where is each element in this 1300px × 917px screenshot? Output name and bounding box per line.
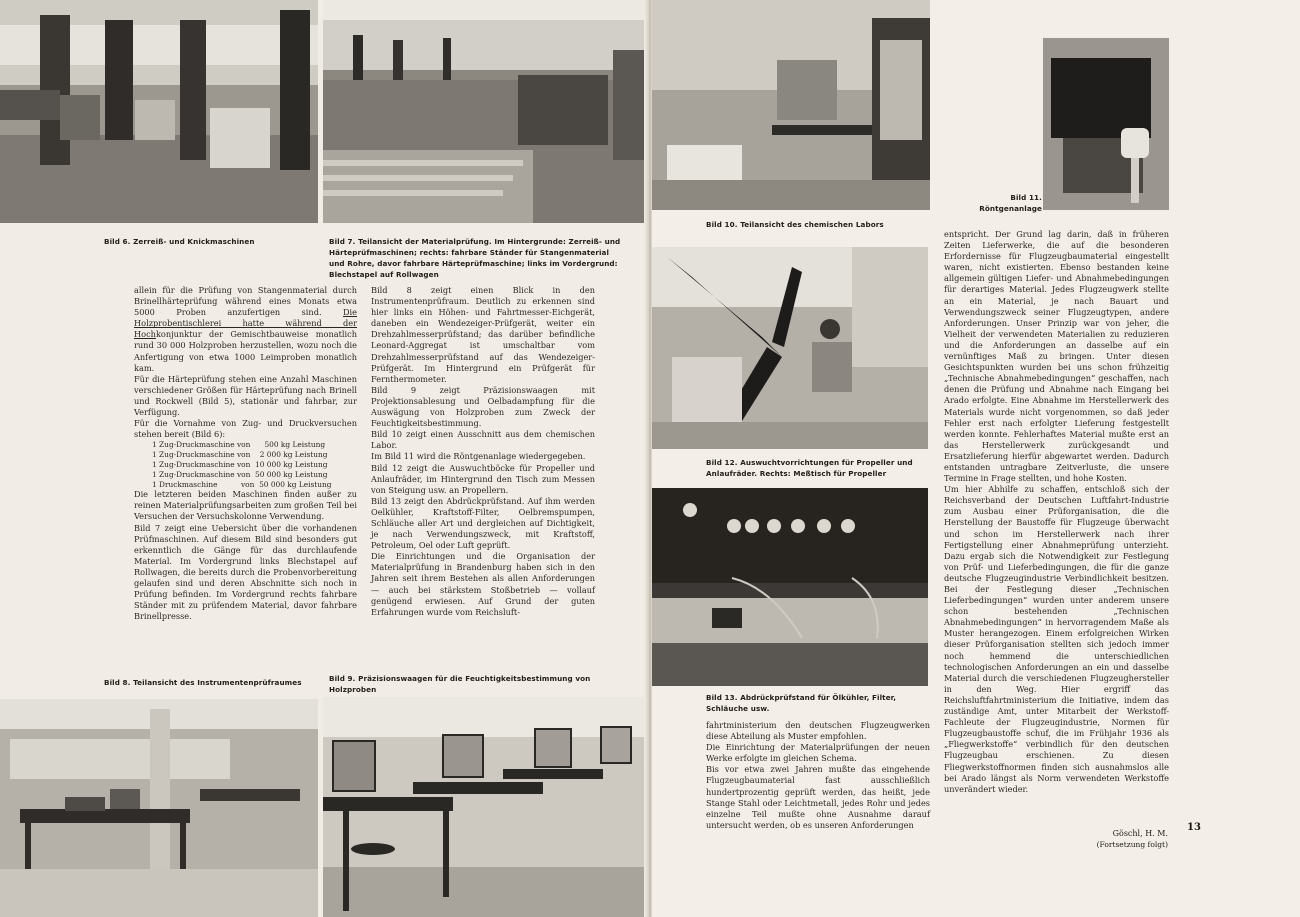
paragraph: Die Einrichtung der Materialprüfungen der neuen Werke erfolgte im gleichen Schema. [706,742,930,764]
text-run-underlined: Die Holzprobentischlerei hatte während der Hoch [134,307,357,340]
text-run: allein für die Prüfung von Stangenmaterial durch Brinellhärteprüfung während eines Monats etwa 5000 Proben anzufertigen sind. [134,285,357,318]
photo-bild13-pressure-test-stand [652,488,928,686]
paragraph: fahrtministerium den deutschen Flugzeugwerken diese Abteilung als Muster empfohlen. [706,720,930,742]
paragraph: Für die Vornahme von Zug- und Druckversuchen stehen bereit (Bild 6): [134,418,357,440]
list-item: 1 Zug-Druckmaschine von 500 kg Leistung [152,440,326,450]
paragraph: Bild 10 zeigt einen Ausschnitt aus dem chemischen Labor. [371,429,595,451]
paragraph: entspricht. Der Grund lag darin, daß in früheren Zeiten Lieferwerke, die auf die besonderen Erfordernisse für Flugzeugbaumaterial eingestellt waren, nicht existierten. Ebenso bestanden keine allgemein gültigen Liefer- und Abnahmebedingungen für derartiges Material. Jedes Flugzeugwerk stellte an ein Material, je nach Bauart und Verwendungszweck seiner Flugzeugtypen, andere Anforderungen. Unser Prinzip war von jeher, die Vielheit der verwendeten Materialien zu reduzieren und die Anforderungen an dasselbe auf ein vernünftiges Maß zu bringen. Unter diesen Gesichtspunkten wurden bei uns schon frühzeitig „Technische Abnahmebedingungen“ geschaffen, nach denen die Prüfung und Abnahme nach Eingang bei Arado erfolgte. Eine Abnahme im Herstellerwerk des Materials wurde nicht vorgenommen, so daß jeder Fehler erst nach erfolgter Lieferung festgestellt werden konnte. Fehlerhaftes Material mußte erst an das Herstellerwerk zurückgesandt und Ersatzlieferung hierfür abgewartet werden. Dadurch entstanden untragbare Zeitverluste, die unsere Termine in Frage stellten, und hohe Kosten. [944,229,1169,484]
text-column-left-1 [134,285,357,622]
caption-bild6: Bild 6. Zerreiß- und Knickmaschinen [104,237,255,246]
caption-bild11-b: Röntgenanlage [979,204,1042,213]
paragraph: Bild 7 zeigt eine Uebersicht über die vorhandenen Prüfmaschinen. Auf diesem Bild sind besonders gut erkenntlich die Gänge für das durchlaufende Material. Im Vordergrund links Blechstapel auf Rollwagen, die bereits durch die Probenvorbereitung gelaufen sind und deren Abschnitte sich noch in Prüfung befinden. Im Vordergrund rechts fahrbare Ständer mit zu prüfendem Material, davor fahrbare Brinellpresse. [134,522,357,622]
photo-bild11-xray [1043,38,1169,210]
paragraph [134,285,357,374]
caption-bild11-a: Bild 11. [1010,193,1042,202]
author-signature: Göschl, H. M. [1112,829,1168,838]
list-item: 1 Zug-Druckmaschine von 10 000 kg Leistung [152,459,328,469]
text-run: konjunktur der Gemischtbauweise monatlich rund 30 000 Holzproben herzustellen, wozu noch die Anfertigung von etwa 1000 Leimproben monatlich kam. [134,329,357,373]
left-page [0,0,648,917]
caption-bild12: Bild 12. Auswuchtvorrichtungen für Propeller und Anlaufräder. Rechts: Meßtisch für Propeller [706,458,913,478]
paragraph: Bild 8 zeigt einen Blick in den Instrumentenprüfraum. Deutlich zu erkennen sind hier links ein Höhen- und Fahrtmesser-Eichgerät, daneben ein Wendezeiger-Prüfgerät, weiter ein Drehzahlmesserprüfstand; das darüber befindliche Leonard-Aggregat ist umschaltbar vom Drehzahlmesserprüfstand auf das Wendezeiger-Prüfgerät. Im Hintergrund ein Prüfgerät für Fernthermometer. [371,285,595,384]
photo-bild10-chemical-lab [652,0,930,210]
continued-note: (Fortsetzung folgt) [1096,840,1168,849]
paragraph: Bild 9 zeigt Präzisionswaagen mit Projektionsablesung und Oelbadampfung für die Auswägung von Holzproben zum Zweck der Feuchtigkeitsbestimmung. [371,384,595,429]
photo-bild6-tensile-machines [0,0,318,223]
paragraph: Bis vor etwa zwei Jahren mußte das eingehende Flugzeugbaumaterial fast ausschließlich hundertprozentig geprüft werden, das heißt, jede Stange Stahl oder Leichtmetall, jedes Rohr und jedes einzelne Teil mußte ohne Ausnahme darauf untersucht werden, ob es unseren Anforderungen [706,764,930,830]
text-column-right [944,229,1169,795]
photo-bild8-instrument-room [0,699,318,917]
caption-bild7: Bild 7. Teilansicht der Materialprüfung. Im Hintergrunde: Zerreiß- und Härteprüfmaschinen; rechts: fahrbare Ständer für Stangenmaterial und Rohre, davor fahrbare Härteprüfmaschine; links im Vordergrund: Blechstapel auf Rollwagen [329,237,621,279]
list-item: 1 Zug-Druckmaschine von 2 000 kg Leistung [152,450,328,460]
photo-bild7-material-testing [323,0,648,223]
paragraph: Für die Härteprüfung stehen eine Anzahl Maschinen verschiedener Größen für Härteprüfung nach Brinell und Rockwell (Bild 5), stationär und fahrbar, zur Verfügung. [134,373,357,418]
paragraph: Die letzteren beiden Maschinen finden außer zu reinen Materialprüfungsarbeiten zum großen Teil bei Versuchen der Versuchskolonne Verwendung. [134,489,357,522]
paragraph: Bild 12 zeigt die Auswuchtböcke für Propeller und Anlaufräder, im Hintergrund den Tisch zum Messen von Steigung usw. an Propellern. [371,462,595,495]
paragraph: Bild 13 zeigt den Abdrückprüfstand. Auf ihm werden Oelkühler, Kraftstoff-Filter, Oelbremspumpen, Schläuche aller Art und dergleichen auf Dichtigkeit, je nach Verwendungszweck, mit Kraftstoff, Petroleum, Oel oder Luft geprüft. [371,495,595,551]
photo-bild9-precision-scales [323,697,648,917]
paragraph: Im Bild 11 wird die Röntgenanlage wiedergegeben. [371,451,586,462]
list-item: 1 Druckmaschine von 50 000 kg Leistung [152,479,332,489]
paragraph: Um hier Abhilfe zu schaffen, entschloß sich der Reichsverband der Deutschen Luftfahrt-Industrie zum Ausbau einer Prüforganisation, die die Herstellung der Baustoffe für Flugzeuge überwacht und schon im Herstellerwerk nach ihrer Fertigstellung einer Abnahmeprüfung unterzieht. Dazu ergab sich die Notwendigkeit zur Festlegung von Prüf- und Lieferbedingungen, die für die ganze deutsche Flugzeugindustrie Verbindlichkeit besitzen. Bei der Festlegung dieser „Technischen Lieferbedingungen“ wurden unter anderem unsere schon bestehenden „Technischen Abnahmebedingungen“ in hervorragendem Maße als Muster herangezogen. Einem erfolgreichen Wirken dieser Prüforganisation stellten sich jedoch immer noch hemmend die unterschiedlichen technologischen Anforderungen an ein und dasselbe Material durch die verschiedenen Flugzeughersteller in den Weg. Hier ergriff das Reichsluftfahrtministerium die Initiative, indem das zuständige Amt, unter Mitarbeit der Werkstoff-Fachleute der Flugzeugindustrie, Normen für Flugzeugbaustoffe schuf, die im Frühjahr 1936 als „Fliegwerkstoffe“ verbindlich für den deutschen Flugzeugbau erschienen. Zu diesen Fliegwerkstoffnormen finden sich ausnahmslos alle bei Arado längst als Norm verwendeten Werkstoffe unverändert wieder. [944,484,1169,794]
caption-bild9: Bild 9. Präzisionswaagen für die Feuchtigkeitsbestimmung von Holzproben [329,674,591,694]
list-item: 1 Zug-Druckmaschine von 50 000 kg Leistung [152,469,328,479]
text-column-left-2 [371,285,595,618]
caption-bild13: Bild 13. Abdrückprüfstand für Ölkühler, Filter, Schläuche usw. [706,693,897,713]
text-column-right-lower [706,720,930,831]
paragraph: Die Einrichtungen und die Organisation der Materialprüfung in Brandenburg haben sich in den Jahren seit ihrem Bestehen als allen Anforderungen — auch bei stärkstem Stoßbetrieb — vollauf genügend erwiesen. Auf Grund der guten Erfahrungen wurde vom Reichsluft- [371,551,595,617]
photo-bild12-propeller-balancing [652,247,928,449]
caption-bild10: Bild 10. Teilansicht des chemischen Labors [706,220,884,229]
caption-bild8: Bild 8. Teilansicht des Instrumentenprüfraumes [104,678,302,687]
machine-list [152,440,357,489]
right-page [652,0,1300,917]
page-number: 13 [1187,822,1201,833]
